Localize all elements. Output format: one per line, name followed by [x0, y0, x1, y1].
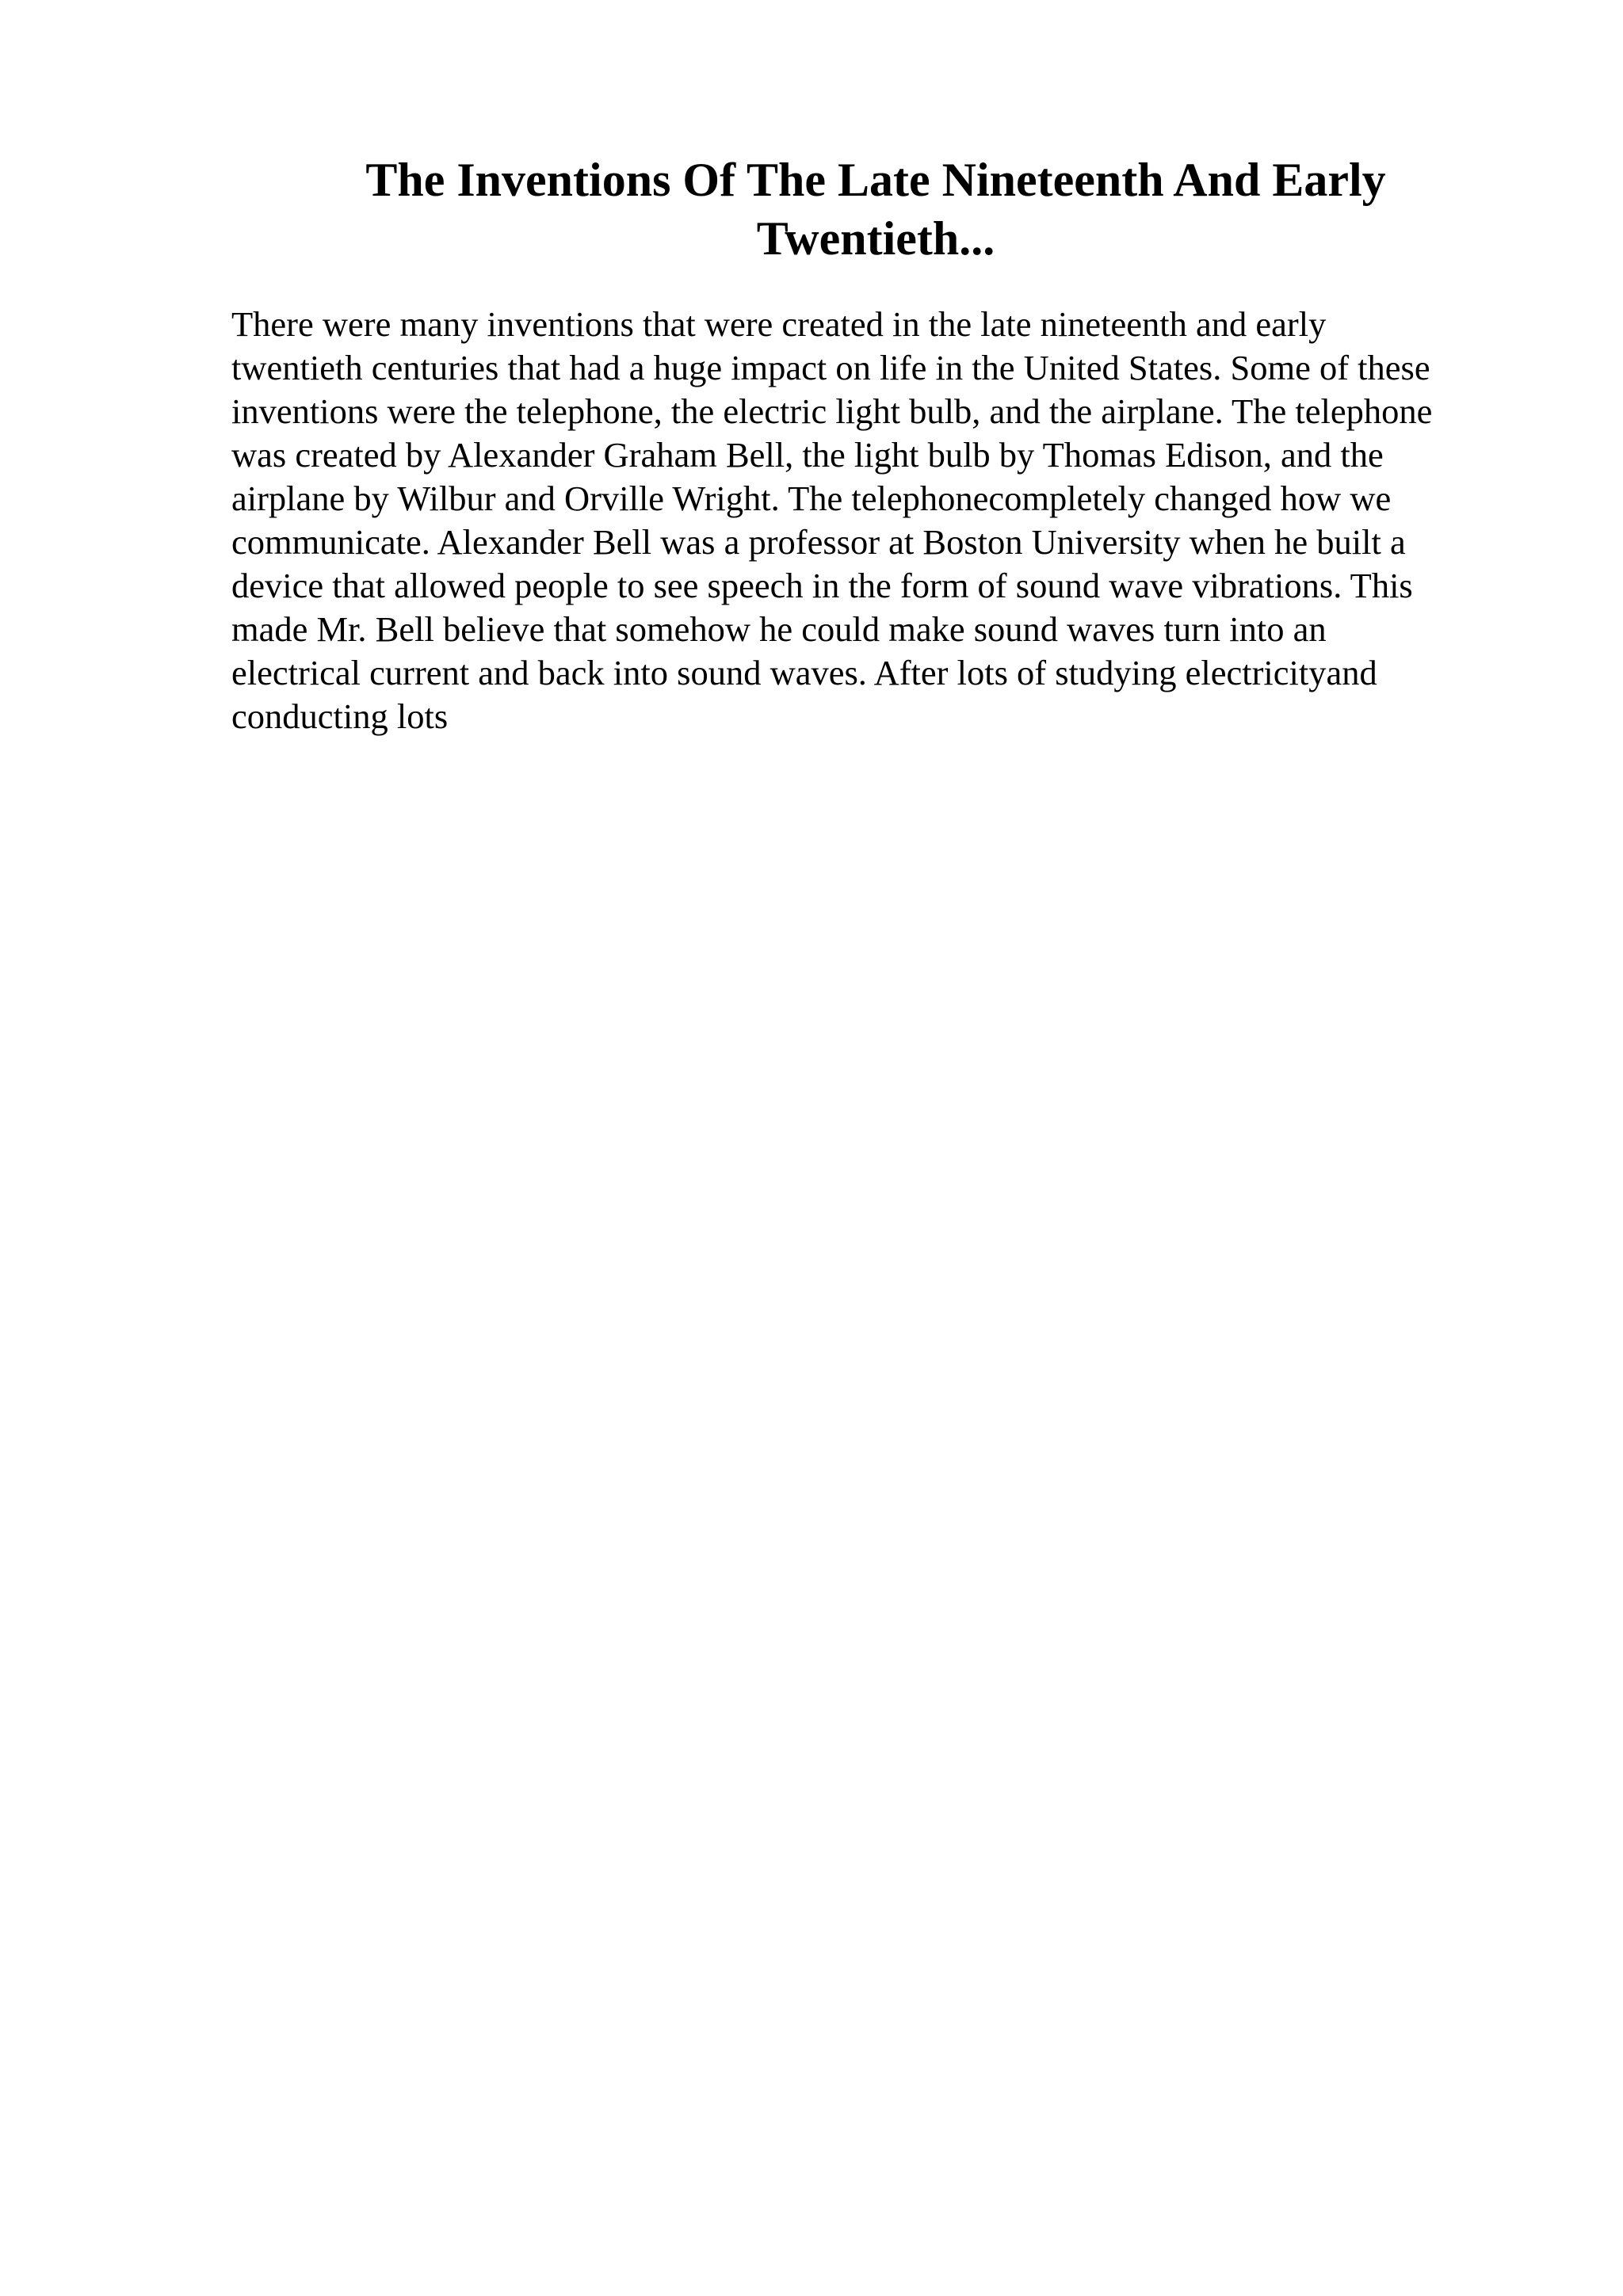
paragraph-line: There were many inventions that were created in the late nineteenth and early	[231, 304, 1327, 344]
paragraph-line: twentieth centuries that had a huge impact on life in the United States. Some of these	[231, 348, 1430, 387]
document-title: The Inventions Of The Late Nineteenth And Early Twentieth...	[365, 154, 1386, 265]
paragraph-line: made Mr. Bell believe that somehow he could make sound waves turn into an	[231, 609, 1327, 649]
paragraph-line: conducting lots	[231, 696, 449, 736]
body-paragraph	[231, 303, 1515, 738]
paragraph-line: inventions were the telephone, the electric light bulb, and the airplane. The telephone	[231, 391, 1433, 431]
paragraph-line: communicate. Alexander Bell was a professor at Boston University when he built a	[231, 522, 1406, 562]
paragraph-line: electrical current and back into sound waves. After lots of studying electricityand	[231, 653, 1377, 692]
paragraph-line: device that allowed people to see speech in the form of sound wave vibrations. This	[231, 566, 1413, 605]
paragraph-line: airplane by Wilbur and Orville Wright. The telephonecompletely changed how we	[231, 479, 1392, 518]
paragraph-line: was created by Alexander Graham Bell, the light bulb by Thomas Edison, and the	[231, 435, 1384, 475]
